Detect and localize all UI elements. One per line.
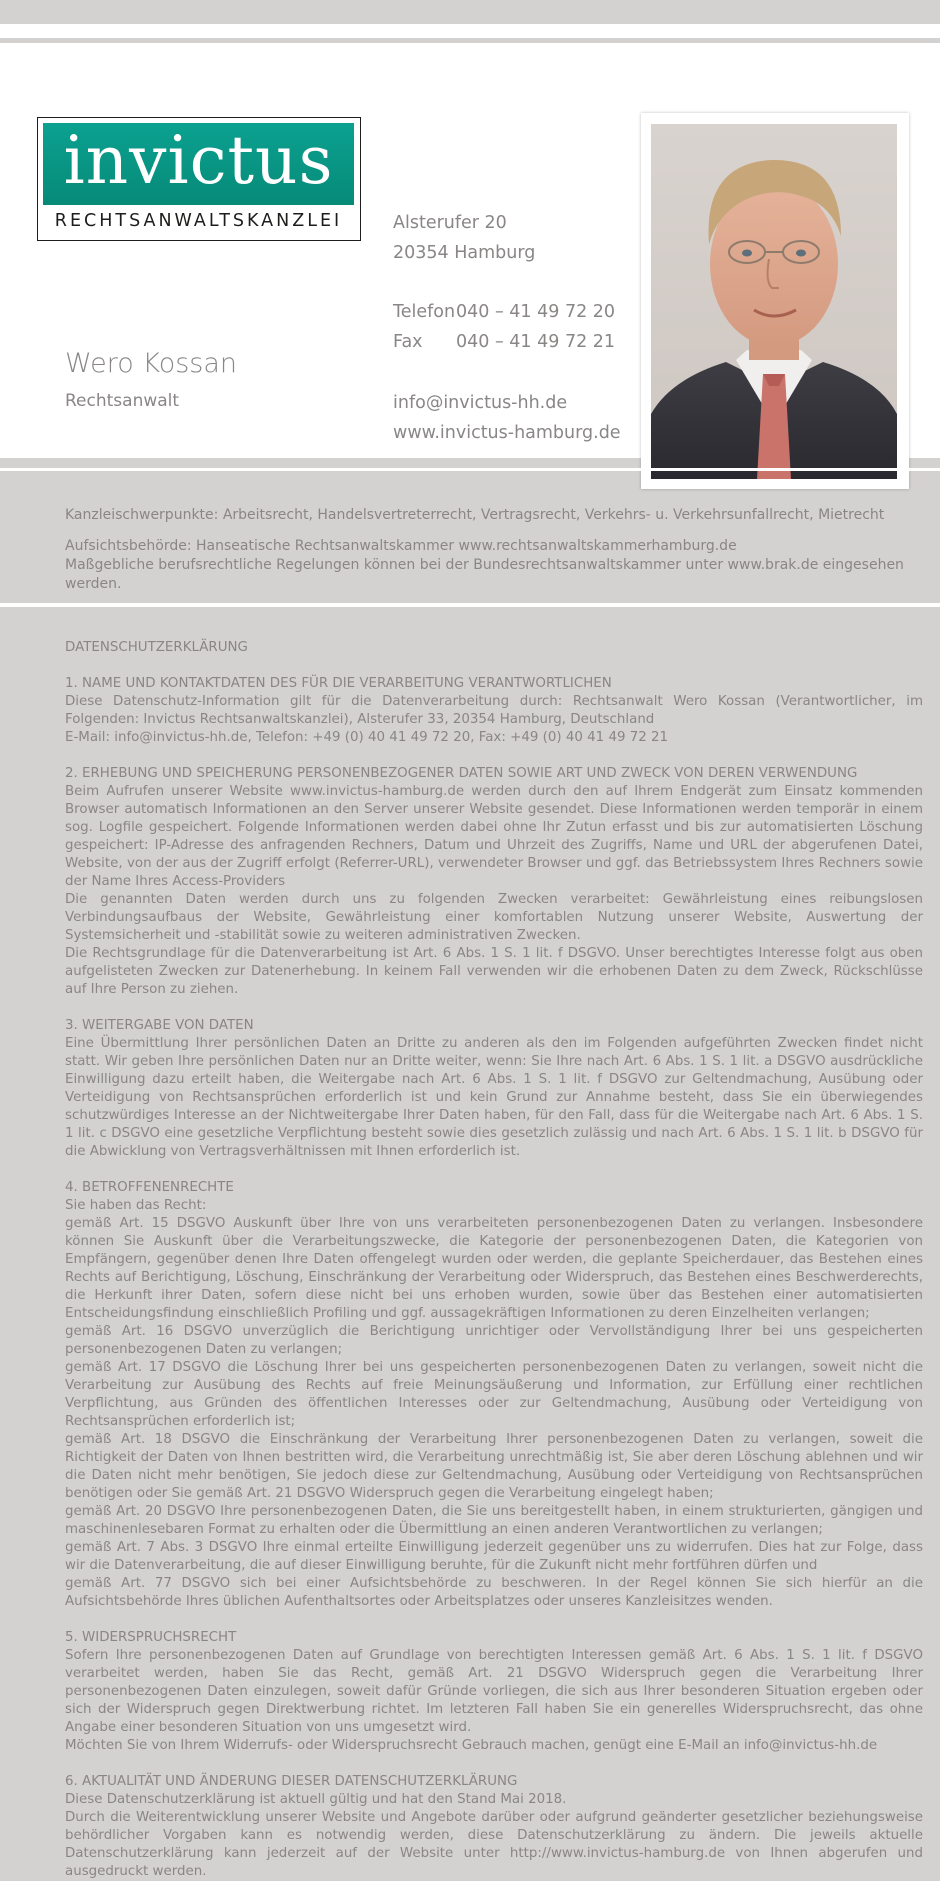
privacy-paragraph: gemäß Art. 16 DSGVO unverzüglich die Berichtigung unrichtiger oder Vervollständigung Ihrer bei uns gespeicherten personenbezogenen Daten zu verlangen; xyxy=(65,1324,923,1357)
privacy-section xyxy=(65,1017,923,1161)
fax-row xyxy=(393,327,615,357)
privacy-paragraph: Möchten Sie von Ihrem Widerrufs- oder Widerspruchsrecht Gebrauch machen, genügt eine E-Mail an info@invictus-hh.de xyxy=(65,1738,878,1753)
phone-number: 040 – 41 49 72 20 xyxy=(456,302,616,322)
phone-row xyxy=(393,297,615,327)
privacy-section-heading: 3. WEITERGABE VON DATEN xyxy=(65,1018,254,1033)
privacy-paragraph: Die genannten Daten werden durch uns zu folgenden Zwecken verarbeitet: Gewährleistung eines reibungslosen Verbindungsaufbaus der Website, Gewährleistung einer komfortablen Nutzung unserer Website, Auswertung der Systemsicherheit und -stabilität sowie zu weiteren administrativen Zwecken. xyxy=(65,892,923,943)
privacy-sections xyxy=(65,675,923,1881)
email-link[interactable]: info@invictus-hh.de xyxy=(393,393,568,413)
privacy-paragraph: Die Rechtsgrundlage für die Datenverarbeitung ist Art. 6 Abs. 1 S. 1 lit. f DSGVO. Unser berechtigtes Interesse folgt aus oben aufgelisteten Zwecken zur Datenerhebung. In keinem Fall verwenden wir die erhobenen Daten zu dem Zweck, Rückschlüsse auf Ihre Person zu ziehen. xyxy=(65,946,923,997)
privacy-paragraph: gemäß Art. 7 Abs. 3 DSGVO Ihre einmal erteilte Einwilligung jederzeit gegenüber uns zu widerrufen. Dies hat zur Folge, dass wir die Datenverarbeitung, die auf dieser Einwilligung beruhte, für die Zukunft nicht mehr fortführen dürfen und xyxy=(65,1540,923,1573)
privacy-section xyxy=(65,1773,923,1881)
header-rule xyxy=(0,38,940,43)
fax-label: Fax xyxy=(393,332,423,352)
white-divider xyxy=(0,468,940,471)
person-name: Wero Kossan xyxy=(65,348,238,379)
privacy-section-heading: 2. ERHEBUNG UND SPEICHERUNG PERSONENBEZOGENER DATEN SOWIE ART UND ZWECK VON DEREN VERWENDUNG xyxy=(65,766,858,781)
phone-label: Telefon xyxy=(393,302,456,322)
privacy-paragraph: Sofern Ihre personenbezogenen Daten auf Grundlage von berechtigten Interessen gemäß Art. 6 Abs. 1 S. 1 lit. f DSGVO verarbeitet werden, haben Sie das Recht, gemäß Art. 21 DSGVO Widerspruch gegen die Verarbeitung Ihrer personenbezogenen Daten einzulegen, soweit dafür Gründe vorliegen, die sich aus Ihrer besonderen Situation ergeben oder sich der Widerspruch gegen Direktwerbung richtet. Im letzteren Fall haben Sie ein generelles Widerspruchsrecht, das ohne Angabe einer besonderen Situation von uns umgesetzt wird. xyxy=(65,1648,923,1735)
section-divider xyxy=(0,603,940,607)
portrait-frame xyxy=(641,113,909,489)
privacy-section xyxy=(65,1629,923,1755)
portrait-illustration xyxy=(651,124,897,479)
logo-wordmark: invictus xyxy=(63,122,334,199)
privacy-section xyxy=(65,1179,923,1611)
privacy-paragraph: Sie haben das Recht: xyxy=(65,1198,207,1213)
person-title: Rechtsanwalt xyxy=(65,391,180,411)
top-band xyxy=(0,0,940,24)
privacy-section xyxy=(65,765,923,999)
logo-subtitle: RECHTSANWALTSKANZLEI xyxy=(54,211,343,231)
privacy-paragraph: gemäß Art. 20 DSGVO Ihre personenbezogenen Daten, die Sie uns bereitgestellt haben, in einem strukturierten, gängigen und maschinenlesebaren Format zu erhalten oder die Übermittlung an einen anderen Verantwortlichen zu verlangen; xyxy=(65,1504,923,1537)
privacy-paragraph: gemäß Art. 18 DSGVO die Einschränkung der Verarbeitung Ihrer personenbezogenen Daten zu verlangen, soweit die Richtigkeit der Daten von Ihnen bestritten wird, die Verarbeitung unrechtmäßig ist, Sie aber deren Löschung ablehnen und wir die Daten nicht mehr benötigen, Sie jedoch diese zur Geltendmachung, Ausübung oder Verteidigung von Rechtsansprüchen benötigen oder Sie gemäß Art. 21 DSGVO Widerspruch gegen die Verarbeitung eingelegt haben; xyxy=(65,1432,923,1501)
fax-number: 040 – 41 49 72 21 xyxy=(456,332,616,352)
address-city: 20354 Hamburg xyxy=(393,243,536,263)
privacy-title: DATENSCHUTZERKLÄRUNG xyxy=(65,640,248,655)
privacy-paragraph: gemäß Art. 17 DSGVO die Löschung Ihrer bei uns gespeicherten personenbezogenen Daten zu verlangen, soweit nicht die Verarbeitung zur Ausübung des Rechts auf freie Meinungsäußerung und Information, zur Erfüllung einer rechtlichen Verpflichtung, aus Gründen des öffentlichen Interesses oder zur Geltendmachung, Ausübung oder Verteidigung von Rechtsansprüchen erforderlich ist; xyxy=(65,1360,923,1429)
privacy-section-heading: 4. BETROFFENENRECHTE xyxy=(65,1180,234,1195)
web-block xyxy=(393,388,621,448)
privacy-paragraph: gemäß Art. 15 DSGVO Auskunft über Ihre von uns verarbeiteten personenbezogenen Daten zu verlangen. Insbesondere können Sie Auskunft über die Verarbeitungszwecke, die Kategorie der personenbezogenen Daten, die Kategorien von Empfängern, gegenüber denen Ihre Daten offengelegt wurden oder werden, die geplante Speicherdauer, das Bestehen eines Rechts auf Berichtigung, Löschung, Einschränkung der Verarbeitung oder Widerspruch, das Bestehen eines Beschwerderechts, die Herkunft ihrer Daten, sofern diese nicht bei uns erhoben wurden, sowie über das Bestehen einer automatisierten Entscheidungsfindung einschließlich Profiling und ggf. aussagekräftigen Informationen zu deren Einzelheiten verlangen; xyxy=(65,1216,923,1321)
privacy-policy xyxy=(65,639,923,1881)
contact-block xyxy=(393,297,615,357)
logo-green-box xyxy=(43,123,354,205)
supervisory-authority: Aufsichtsbehörde: Hanseatische Rechtsanwaltskammer www.rechtsanwaltskammerhamburg.de xyxy=(65,538,737,554)
privacy-section-heading: 1. NAME UND KONTAKTDATEN DES FÜR DIE VERARBEITUNG VERANTWORTLICHEN xyxy=(65,676,612,691)
office-info xyxy=(65,506,925,594)
privacy-section-heading: 6. AKTUALITÄT UND ÄNDERUNG DIESER DATENSCHUTZERKLÄRUNG xyxy=(65,1774,518,1789)
professional-rules: Maßgebliche berufsrechtliche Regelungen können bei der Bundesrechtsanwaltskammer unter www.brak.de eingesehen werden. xyxy=(65,557,904,592)
practice-areas: Kanzleischwerpunkte: Arbeitsrecht, Handelsvertreterrecht, Vertragsrecht, Verkehrs- u. Verkehrsunfallrecht, Mietrecht xyxy=(65,507,885,523)
website-link[interactable]: www.invictus-hamburg.de xyxy=(393,423,621,443)
privacy-paragraph: Diese Datenschutzerklärung ist aktuell gültig und hat den Stand Mai 2018. xyxy=(65,1792,567,1807)
address-block xyxy=(393,208,535,268)
privacy-paragraph: Eine Übermittlung Ihrer persönlichen Daten an Dritte zu anderen als den im Folgenden aufgeführten Zwecken findet nicht statt. Wir geben Ihre persönlichen Daten nur an Dritte weiter, wenn: Sie Ihre nach Art. 6 Abs. 1 S. 1 lit. a DSGVO ausdrückliche Einwilligung dazu erteilt haben, die Weitergabe nach Art. 6 Abs. 1 S. 1 lit. f DSGVO zur Geltendmachung, Ausübung oder Verteidigung von Rechtsansprüchen erforderlich ist und kein Grund zur Annahme besteht, dass Sie ein überwiegendes schutzwürdiges Interesse an der Nichtweitergabe Ihrer Daten haben, für den Fall, dass für die Weitergabe nach Art. 6 Abs. 1 S. 1 lit. c DSGVO eine gesetzliche Verpflichtung besteht sowie dies gesetzlich zulässig und nach Art. 6 Abs. 1 S. 1 lit. b DSGVO für die Abwicklung von Vertragsverhältnissen mit Ihnen erforderlich ist. xyxy=(65,1036,923,1159)
privacy-paragraph: Diese Datenschutz-Information gilt für die Datenverarbeitung durch: Rechtsanwalt Wero Kossan (Verantwortlicher, im Folgenden: Invictus Rechtsanwaltskanzlei), Alsterufer 33, 20354 Hamburg, Deutschland xyxy=(65,694,923,727)
privacy-paragraph: Beim Aufrufen unserer Website www.invictus-hamburg.de werden durch den auf Ihrem Endgerät zum Einsatz kommenden Browser automatisch Informationen an den Server unserer Website gesendet. Diese Informationen werden temporär in einem sog. Logfile gespeichert. Folgende Informationen werden dabei ohne Ihr Zutun erfasst und bis zur automatisierten Löschung gespeichert: IP-Adresse des anfragenden Rechners, Datum und Uhrzeit des Zugriffs, Name und URL der abgerufenen Datei, Website, von der aus der Zugriff erfolgt (Referrer-URL), verwendeter Browser und ggf. das Betriebssystem Ihres Rechners sowie der Name Ihres Access-Providers xyxy=(65,784,923,889)
address-street: Alsterufer 20 xyxy=(393,213,507,233)
invictus-logo xyxy=(37,117,361,241)
privacy-paragraph: gemäß Art. 77 DSGVO sich bei einer Aufsichtsbehörde zu beschweren. In der Regel können Sie sich hierfür an die Aufsichtsbehörde Ihres üblichen Aufenthaltsortes oder Arbeitsplatzes oder unseres Kanzleisitzes wenden. xyxy=(65,1576,923,1609)
privacy-section-heading: 5. WIDERSPRUCHSRECHT xyxy=(65,1630,237,1645)
privacy-paragraph: Durch die Weiterentwicklung unserer Website und Angebote darüber oder aufgrund geänderter gesetzlicher beziehungsweise behördlicher Vorgaben kann es notwendig werden, diese Datenschutzerklärung zu ändern. Die jeweils aktuelle Datenschutzerklärung kann jederzeit auf der Website unter http://www.invictus-hamburg.de von Ihnen abgerufen und ausgedruckt werden. xyxy=(65,1810,923,1879)
privacy-section xyxy=(65,675,923,747)
privacy-paragraph: E-Mail: info@invictus-hh.de, Telefon: +49 (0) 40 41 49 72 20, Fax: +49 (0) 40 41 49 72 21 xyxy=(65,730,669,745)
portrait-photo xyxy=(651,124,897,479)
